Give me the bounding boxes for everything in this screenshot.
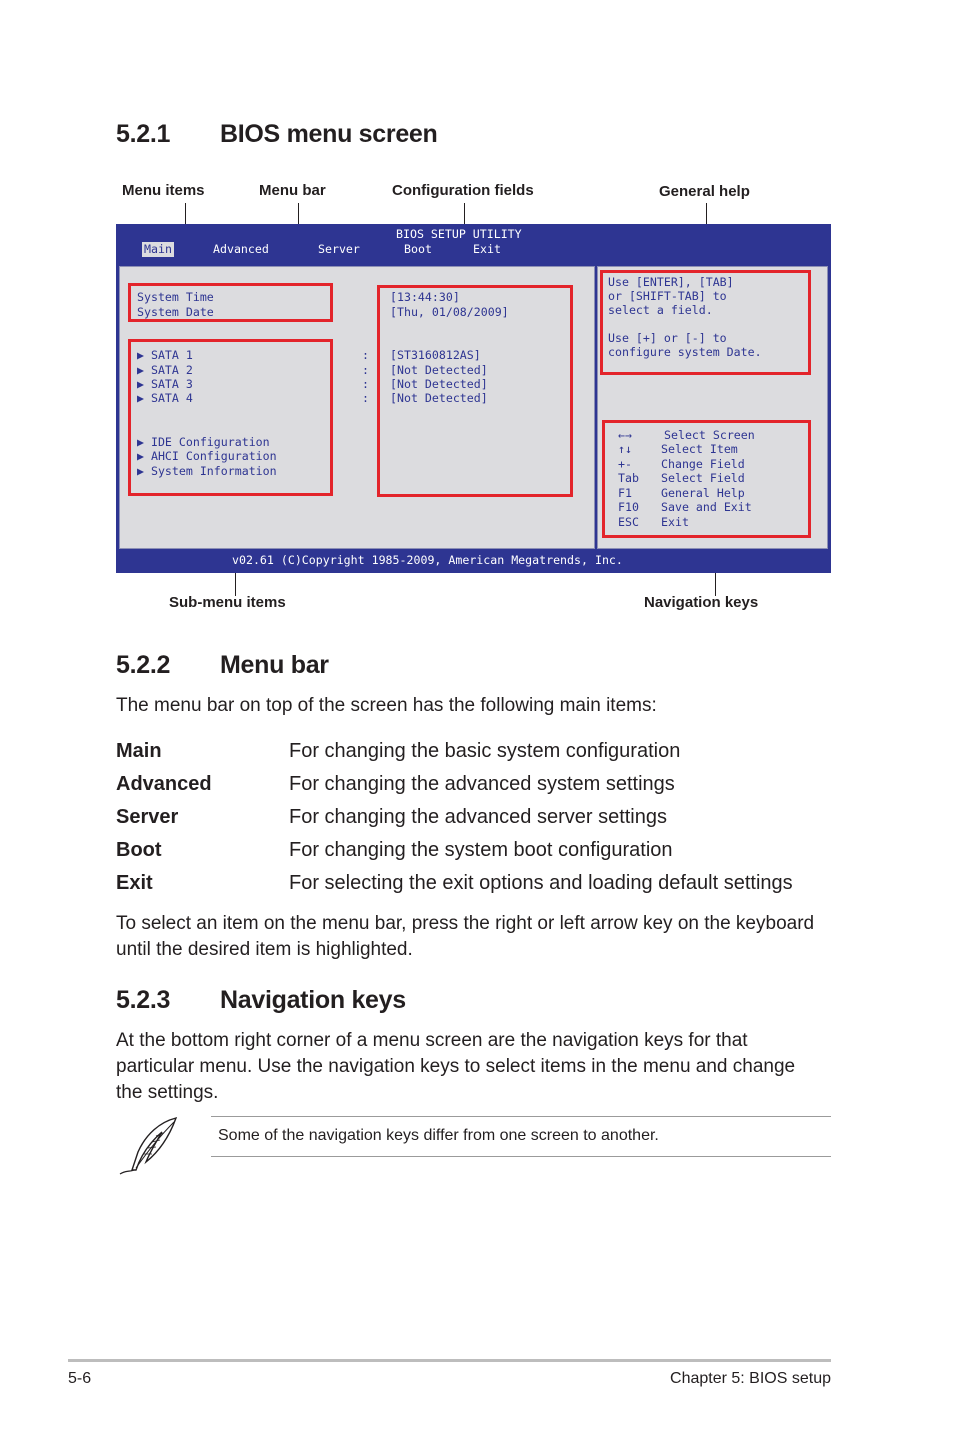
bios-help-line: Use [ENTER], [TAB] — [608, 275, 734, 289]
bios-nav-key: ESC — [618, 515, 639, 529]
bios-title: BIOS SETUP UTILITY — [396, 227, 522, 241]
definition-term: Boot — [116, 839, 162, 861]
footer-rule — [68, 1359, 831, 1362]
section-number: 5.2.1 — [116, 120, 171, 148]
definition-desc: For selecting the exit options and loading default settings — [289, 872, 793, 894]
section-title: BIOS menu screen — [220, 120, 438, 148]
bios-help-line: Use [+] or [-] to — [608, 331, 727, 345]
section-heading-5-2-2 — [116, 651, 329, 680]
bios-menu-server[interactable]: Server — [318, 242, 360, 256]
bios-submenu-ide-configuration[interactable]: ▶ IDE Configuration — [137, 435, 270, 449]
definition-row — [116, 773, 831, 806]
bios-submenu-sata-3[interactable]: ▶ SATA 3 — [137, 377, 193, 391]
bios-menu-main[interactable]: Main — [144, 242, 172, 256]
bios-nav-key: +- — [618, 457, 632, 471]
bios-submenu-sata-2[interactable]: ▶ SATA 2 — [137, 363, 193, 377]
callout-menu-items: Menu items — [122, 182, 205, 199]
bios-value-sata-2: [Not Detected] — [390, 363, 488, 377]
bios-item-system-date[interactable]: System Date — [137, 305, 214, 319]
submenu-label: AHCI Configuration — [150, 449, 277, 463]
bios-separator: : — [362, 348, 369, 362]
note-rule-top — [211, 1116, 831, 1117]
menu-bar-definitions — [116, 740, 831, 905]
bios-nav-key: ↑↓ — [618, 442, 632, 456]
section-number: 5.2.2 — [116, 651, 171, 679]
menu-bar-outro: To select an item on the menu bar, press the right or left arrow key on the keyboard until the desired item is highlighted. — [116, 913, 815, 960]
bios-title-bar — [116, 224, 831, 259]
callout-general-help: General help — [659, 183, 750, 200]
bios-nav-key: F10 — [618, 500, 639, 514]
note-rule-bottom — [211, 1156, 831, 1157]
bios-submenu-ahci-configuration[interactable]: ▶ AHCI Configuration — [137, 449, 277, 463]
highlight-general-help — [600, 270, 811, 375]
note-text: Some of the navigation keys differ from one screen to another. — [218, 1127, 659, 1144]
callout-navigation-keys: Navigation keys — [644, 594, 759, 611]
submenu-label: IDE Configuration — [150, 435, 270, 449]
bios-submenu-system-information[interactable]: ▶ System Information — [137, 464, 277, 478]
submenu-label: SATA 3 — [150, 377, 193, 391]
bios-help-line: select a field. — [608, 303, 713, 317]
bios-value-system-date[interactable]: [Thu, 01/08/2009] — [390, 305, 509, 319]
bios-nav-desc: Select Field — [661, 471, 745, 485]
bios-menu-advanced[interactable]: Advanced — [213, 242, 269, 256]
bios-separator: : — [362, 363, 369, 377]
definition-desc: For changing the system boot configuration — [289, 839, 673, 861]
callout-menu-bar: Menu bar — [259, 182, 326, 199]
highlight-sub-menu-items — [128, 339, 333, 496]
bios-nav-desc: Select Item — [661, 442, 738, 456]
section-number: 5.2.3 — [116, 986, 171, 1014]
bios-menu-exit[interactable]: Exit — [473, 242, 501, 256]
bios-nav-key: Tab — [618, 471, 639, 485]
menu-bar-intro: The menu bar on top of the screen has the following main items: — [116, 695, 657, 716]
definition-desc: For changing the advanced system settings — [289, 773, 675, 795]
highlight-menu-items — [128, 283, 333, 322]
callout-configuration-fields: Configuration fields — [392, 182, 534, 199]
bios-copyright: v02.61 (C)Copyright 1985-2009, American Megatrends, Inc. — [232, 553, 623, 567]
bios-nav-desc: General Help — [661, 486, 745, 500]
bios-nav-desc: Save and Exit — [661, 500, 752, 514]
submenu-label: System Information — [150, 464, 277, 478]
navigation-keys-body: At the bottom right corner of a menu screen are the navigation keys for that particular menu. Use the navigation keys to select items in the menu and change the settings. — [116, 1030, 796, 1103]
definition-desc: For changing the advanced server settings — [289, 806, 667, 828]
bios-help-line: or [SHIFT-TAB] to — [608, 289, 727, 303]
definition-row — [116, 740, 831, 773]
chapter-label: Chapter 5: BIOS setup — [670, 1370, 831, 1387]
bios-value-sata-4: [Not Detected] — [390, 391, 488, 405]
definition-desc: For changing the basic system configuration — [289, 740, 681, 762]
section-title: Navigation keys — [220, 986, 406, 1014]
page-number: 5-6 — [68, 1370, 92, 1387]
bios-nav-desc: Select Screen — [664, 428, 755, 442]
section-title: Menu bar — [220, 651, 329, 679]
highlight-navigation-keys — [602, 420, 811, 538]
definition-term: Main — [116, 740, 162, 762]
definition-term: Advanced — [116, 773, 212, 795]
definition-term: Exit — [116, 872, 153, 894]
definition-row — [116, 839, 831, 872]
bios-value-system-time[interactable]: [13:44:30] — [390, 290, 460, 304]
bios-value-sata-1: [ST3160812AS] — [390, 348, 481, 362]
bios-separator: : — [362, 391, 369, 405]
definition-row — [116, 806, 831, 839]
bios-separator: : — [362, 377, 369, 391]
bios-item-system-time[interactable]: System Time — [137, 290, 214, 304]
definition-row — [116, 872, 831, 905]
submenu-label: SATA 4 — [150, 391, 193, 405]
submenu-label: SATA 2 — [150, 363, 193, 377]
highlight-configuration-fields — [377, 285, 573, 497]
bios-submenu-sata-4[interactable]: ▶ SATA 4 — [137, 391, 193, 405]
section-heading-5-2-3 — [116, 986, 406, 1015]
bios-screen — [116, 224, 831, 573]
bios-value-sata-3: [Not Detected] — [390, 377, 488, 391]
feather-pen-icon — [116, 1114, 182, 1180]
bios-nav-key: ←→ — [618, 428, 632, 442]
section-heading-5-2-1 — [116, 120, 438, 149]
bios-nav-key: F1 — [618, 486, 632, 500]
definition-term: Server — [116, 806, 179, 828]
bios-submenu-sata-1[interactable]: ▶ SATA 1 — [137, 348, 193, 362]
bios-nav-desc: Exit — [661, 515, 689, 529]
bios-nav-desc: Change Field — [661, 457, 745, 471]
bios-menu-boot[interactable]: Boot — [404, 242, 432, 256]
submenu-label: SATA 1 — [150, 348, 193, 362]
bios-help-line: configure system Date. — [608, 345, 762, 359]
callout-sub-menu-items: Sub-menu items — [169, 594, 286, 611]
